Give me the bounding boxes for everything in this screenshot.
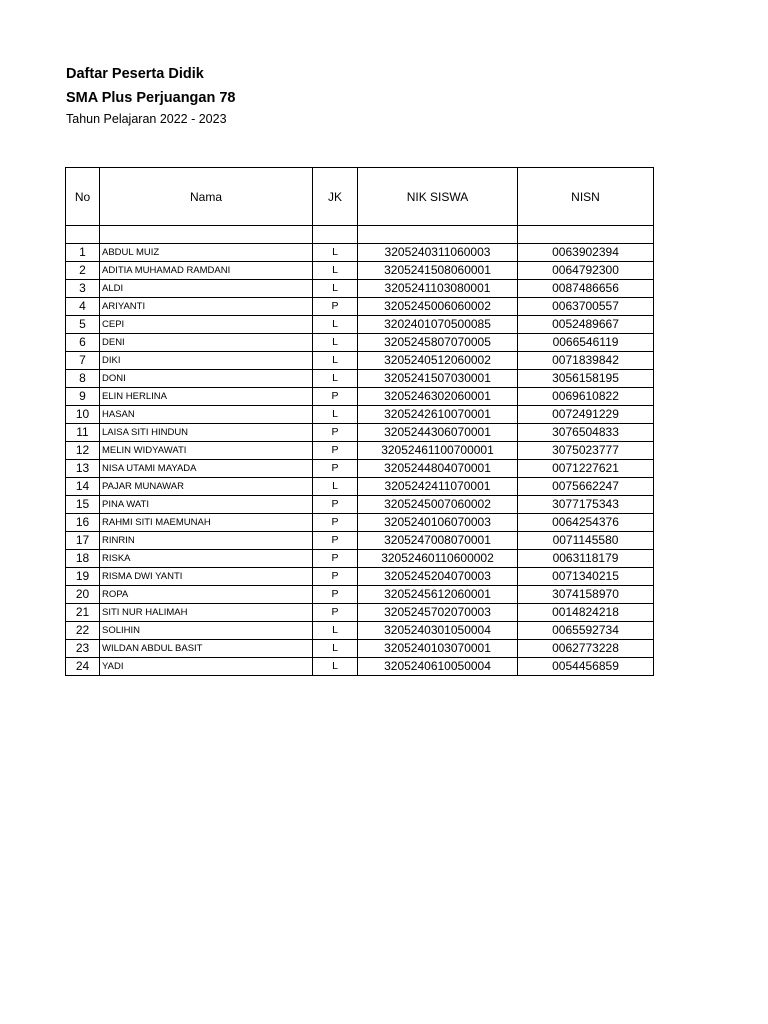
gender: P — [313, 424, 358, 442]
row-number: 9 — [66, 388, 100, 406]
table-row — [66, 298, 654, 316]
row-number: 8 — [66, 370, 100, 388]
column-header-jk: JK — [313, 168, 358, 226]
nisn: 3056158195 — [518, 370, 654, 388]
row-number: 18 — [66, 550, 100, 568]
table-row — [66, 460, 654, 478]
academic-year: Tahun Pelajaran 2022 - 2023 — [66, 112, 227, 126]
gender: L — [313, 334, 358, 352]
nisn: 0066546119 — [518, 334, 654, 352]
gender: P — [313, 460, 358, 478]
table-spacer-row — [66, 226, 654, 244]
table-row — [66, 568, 654, 586]
row-number: 22 — [66, 622, 100, 640]
nisn: 3075023777 — [518, 442, 654, 460]
row-number: 15 — [66, 496, 100, 514]
nisn: 0065592734 — [518, 622, 654, 640]
student-name: DONI — [100, 370, 313, 388]
table-row — [66, 604, 654, 622]
table-row — [66, 496, 654, 514]
row-number: 24 — [66, 658, 100, 676]
student-table — [65, 167, 654, 676]
table-row — [66, 640, 654, 658]
table-row — [66, 478, 654, 496]
row-number: 1 — [66, 244, 100, 262]
gender: L — [313, 352, 358, 370]
nik-siswa: 3205246302060001 — [358, 388, 518, 406]
student-name: NISA UTAMI MAYADA — [100, 460, 313, 478]
nik-siswa: 3205245006060002 — [358, 298, 518, 316]
student-name: RISKA — [100, 550, 313, 568]
student-name: HASAN — [100, 406, 313, 424]
table-row — [66, 442, 654, 460]
table-row — [66, 622, 654, 640]
row-number: 6 — [66, 334, 100, 352]
student-name: ELIN HERLINA — [100, 388, 313, 406]
nik-siswa: 32052460110600002 — [358, 550, 518, 568]
table-row — [66, 406, 654, 424]
gender: P — [313, 550, 358, 568]
row-number: 7 — [66, 352, 100, 370]
student-name: ABDUL MUIZ — [100, 244, 313, 262]
nik-siswa: 3205241507030001 — [358, 370, 518, 388]
nik-siswa: 3205245807070005 — [358, 334, 518, 352]
nik-siswa: 3205240512060002 — [358, 352, 518, 370]
row-number: 11 — [66, 424, 100, 442]
column-header-nik: NIK SISWA — [358, 168, 518, 226]
nik-siswa: 32052461100700001 — [358, 442, 518, 460]
nik-siswa: 3205245007060002 — [358, 496, 518, 514]
nisn: 0064254376 — [518, 514, 654, 532]
row-number: 23 — [66, 640, 100, 658]
column-header-nisn: NISN — [518, 168, 654, 226]
gender: L — [313, 640, 358, 658]
row-number: 14 — [66, 478, 100, 496]
nisn: 0071227621 — [518, 460, 654, 478]
student-name: RINRIN — [100, 532, 313, 550]
table-row — [66, 424, 654, 442]
student-name: MELIN WIDYAWATI — [100, 442, 313, 460]
student-name: WILDAN ABDUL BASIT — [100, 640, 313, 658]
nik-siswa: 3205245702070003 — [358, 604, 518, 622]
row-number: 10 — [66, 406, 100, 424]
gender: P — [313, 298, 358, 316]
nisn: 0062773228 — [518, 640, 654, 658]
nisn: 0071340215 — [518, 568, 654, 586]
gender: L — [313, 478, 358, 496]
table-row — [66, 370, 654, 388]
student-name: CEPI — [100, 316, 313, 334]
nisn: 0075662247 — [518, 478, 654, 496]
row-number: 13 — [66, 460, 100, 478]
student-name: YADI — [100, 658, 313, 676]
nisn: 0054456859 — [518, 658, 654, 676]
nik-siswa: 3205240103070001 — [358, 640, 518, 658]
nik-siswa: 3205244306070001 — [358, 424, 518, 442]
gender: P — [313, 568, 358, 586]
nisn: 3074158970 — [518, 586, 654, 604]
table-header-row — [66, 168, 654, 226]
nisn: 0071839842 — [518, 352, 654, 370]
gender: L — [313, 370, 358, 388]
student-name: RAHMI SITI MAEMUNAH — [100, 514, 313, 532]
table-row — [66, 388, 654, 406]
student-name: ALDI — [100, 280, 313, 298]
nisn: 0063118179 — [518, 550, 654, 568]
student-name: DIKI — [100, 352, 313, 370]
student-name: ADITIA MUHAMAD RAMDANI — [100, 262, 313, 280]
nik-siswa: 3205245612060001 — [358, 586, 518, 604]
table-row — [66, 334, 654, 352]
row-number: 21 — [66, 604, 100, 622]
column-header-no: No — [66, 168, 100, 226]
nik-siswa: 3205240301050004 — [358, 622, 518, 640]
nisn: 0071145580 — [518, 532, 654, 550]
gender: P — [313, 496, 358, 514]
gender: P — [313, 532, 358, 550]
table-row — [66, 586, 654, 604]
row-number: 16 — [66, 514, 100, 532]
gender: P — [313, 586, 358, 604]
table-row — [66, 532, 654, 550]
student-name: RISMA DWI YANTI — [100, 568, 313, 586]
row-number: 19 — [66, 568, 100, 586]
document-title: Daftar Peserta Didik — [66, 66, 204, 82]
row-number: 20 — [66, 586, 100, 604]
student-name: PAJAR MUNAWAR — [100, 478, 313, 496]
student-name: ARIYANTI — [100, 298, 313, 316]
nisn: 0052489667 — [518, 316, 654, 334]
table-row — [66, 658, 654, 676]
nisn: 0063700557 — [518, 298, 654, 316]
nisn: 0087486656 — [518, 280, 654, 298]
table-row — [66, 316, 654, 334]
school-name: SMA Plus Perjuangan 78 — [66, 90, 236, 106]
nisn: 0064792300 — [518, 262, 654, 280]
table-row — [66, 352, 654, 370]
gender: L — [313, 244, 358, 262]
gender: L — [313, 658, 358, 676]
student-name: DENI — [100, 334, 313, 352]
nik-siswa: 3205245204070003 — [358, 568, 518, 586]
nik-siswa: 3205240106070003 — [358, 514, 518, 532]
gender: P — [313, 514, 358, 532]
gender: L — [313, 622, 358, 640]
table-row — [66, 550, 654, 568]
row-number: 4 — [66, 298, 100, 316]
row-number: 17 — [66, 532, 100, 550]
nik-siswa: 3205242411070001 — [358, 478, 518, 496]
table-row — [66, 244, 654, 262]
student-name: PINA WATI — [100, 496, 313, 514]
row-number: 2 — [66, 262, 100, 280]
nik-siswa: 3205240311060003 — [358, 244, 518, 262]
student-name: SOLIHIN — [100, 622, 313, 640]
nisn: 0072491229 — [518, 406, 654, 424]
gender: L — [313, 262, 358, 280]
nik-siswa: 3202401070500085 — [358, 316, 518, 334]
table-row — [66, 280, 654, 298]
gender: P — [313, 604, 358, 622]
nisn: 3076504833 — [518, 424, 654, 442]
nik-siswa: 3205241508060001 — [358, 262, 518, 280]
student-name: SITI NUR HALIMAH — [100, 604, 313, 622]
nik-siswa: 3205247008070001 — [358, 532, 518, 550]
nik-siswa: 3205241103080001 — [358, 280, 518, 298]
nisn: 0014824218 — [518, 604, 654, 622]
row-number: 5 — [66, 316, 100, 334]
student-name: ROPA — [100, 586, 313, 604]
nik-siswa: 3205240610050004 — [358, 658, 518, 676]
gender: L — [313, 316, 358, 334]
gender: P — [313, 388, 358, 406]
gender: L — [313, 406, 358, 424]
student-name: LAISA SITI HINDUN — [100, 424, 313, 442]
nisn: 0069610822 — [518, 388, 654, 406]
gender: P — [313, 442, 358, 460]
nik-siswa: 3205242610070001 — [358, 406, 518, 424]
table-row — [66, 514, 654, 532]
nisn: 0063902394 — [518, 244, 654, 262]
nisn: 3077175343 — [518, 496, 654, 514]
row-number: 3 — [66, 280, 100, 298]
column-header-nama: Nama — [100, 168, 313, 226]
table-row — [66, 262, 654, 280]
nik-siswa: 3205244804070001 — [358, 460, 518, 478]
row-number: 12 — [66, 442, 100, 460]
gender: L — [313, 280, 358, 298]
